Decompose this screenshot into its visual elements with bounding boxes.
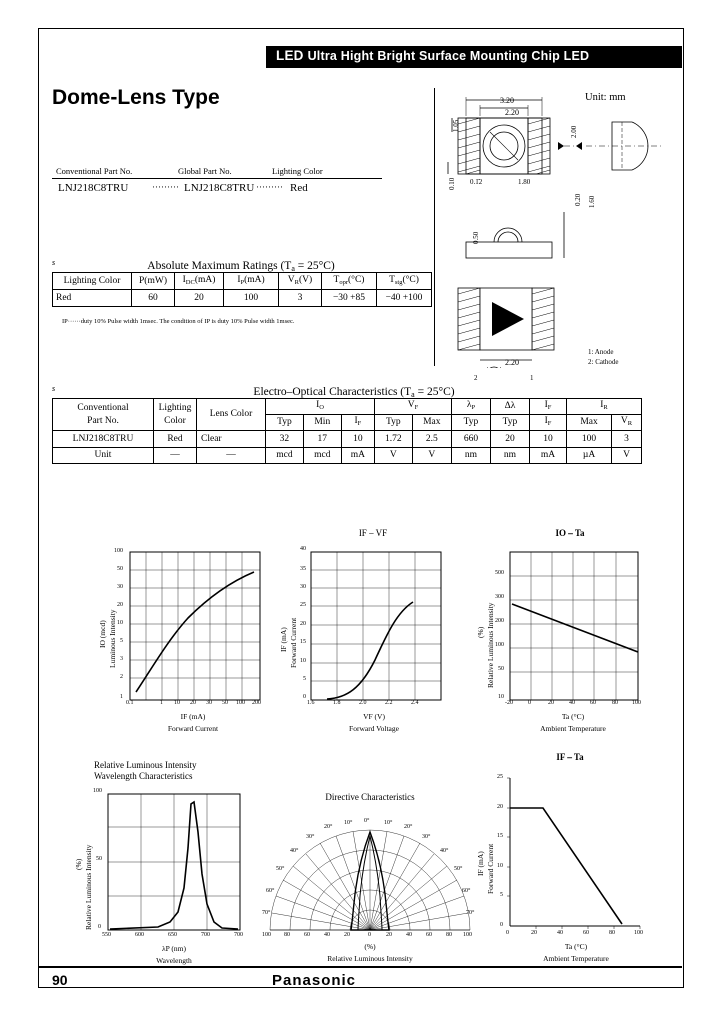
g2-ylabel: Forward Current [289, 617, 298, 668]
g4-title-l1: Relative Luminous Intensity [94, 760, 197, 770]
g3-ytick-5: 500 [495, 570, 504, 576]
abs-max-h-idc: $I_{DC}(mA)$ [175, 273, 224, 290]
g4-xtick-0: 550 [102, 932, 111, 938]
g1-xtick-1: 1 [160, 700, 163, 706]
abs-max-note: IP······duty 10% Pulse width 1msec. The condition of IP is duty 10% Pulse width 1msec. [62, 318, 295, 325]
g1-xlabel: Forward Current [167, 724, 219, 733]
electro-h-dl: Δλ [491, 399, 530, 415]
g3-xtick-0: -20 [505, 700, 513, 706]
abs-max-v-color: Red [53, 290, 132, 307]
g6-xtick-3: 60 [583, 930, 589, 936]
g5-angle-70: 70° [466, 910, 475, 916]
g1-ylabel: Luminous Intensity [108, 609, 117, 668]
electro-h-lp: $\lambda_P$ [452, 399, 491, 415]
g1-xunit: IF (mA) [180, 712, 206, 721]
dim-2-20-bottom: 2.20 [505, 358, 519, 367]
graph-io-ta [476, 528, 660, 748]
g5-xtick-0: 100 [262, 932, 271, 938]
g1-xtick-3: 20 [190, 700, 196, 706]
g3-ytick-2: 100 [495, 642, 504, 648]
abs-max-caption-end: = 25°C) [294, 260, 335, 272]
abs-max-v-tstg: −40 +100 [377, 290, 432, 307]
g4-xlabel: Wavelength [156, 956, 192, 965]
g2-xtick-2: 2.0 [359, 700, 367, 706]
g2-ytick-7: 35 [300, 566, 306, 572]
abs-max-header-row [53, 273, 432, 290]
electro-unit-lens: — [197, 448, 266, 464]
abs-max-h-topr: $T_{opr}(^\circ C)$ [322, 273, 377, 290]
dim-2-20: 2.20 [505, 108, 519, 117]
abs-max-v-idc: 20 [175, 290, 224, 307]
g1-ytick-6: 30 [117, 584, 123, 590]
g2-xtick-1: 1.8 [333, 700, 341, 706]
dim-3-20: 3.20 [500, 96, 514, 105]
g3-xtick-4: 60 [590, 700, 596, 706]
g1-xtick-4: 30 [206, 700, 212, 706]
g3-xtick-2: 20 [548, 700, 554, 706]
electro-unit-label: Unit [53, 448, 154, 464]
electro-h-vf: $V_F$ [375, 399, 452, 415]
g2-xlabel: Forward Voltage [349, 724, 399, 733]
g6-xtick-1: 20 [531, 930, 537, 936]
part-dots-1: ········· [152, 182, 179, 192]
part-global-value: LNJ218C8TRU [184, 182, 255, 194]
electro-sub-dl-typ: Typ [491, 415, 530, 431]
g1-ytick-4: 10 [117, 620, 123, 626]
electro-unit-vf-typ: V [375, 448, 413, 464]
page-title: Dome-Lens Type [52, 86, 220, 109]
g4-xtick-4: 700 [234, 932, 243, 938]
g6-ytick-2: 10 [497, 863, 503, 869]
electro-h-part-l1: Conventional [77, 402, 129, 413]
g5-angle-60: 60° [462, 888, 471, 894]
g5-angle-70l: 70° [262, 910, 271, 916]
g2-ytick-8: 40 [300, 546, 306, 552]
g1-xtick-7: 200 [252, 700, 261, 706]
g6-ytick-4: 20 [497, 804, 503, 810]
graph-directive [258, 792, 482, 972]
abs-max-s-mark: s [52, 258, 56, 267]
electro-v-if: 10 [530, 431, 567, 448]
pin2-note: 2: Cathode [588, 358, 619, 366]
abs-max-v-ip: 100 [224, 290, 279, 307]
graph-spectrum [70, 760, 260, 970]
g3-xtick-6: 100 [632, 700, 641, 706]
electro-unit-ir-vr: V [612, 448, 642, 464]
electro-sub-if: $I_F$ [530, 415, 567, 431]
electro-v-part: LNJ218C8TRU [53, 431, 154, 448]
g1-xtick-2: 10 [174, 700, 180, 706]
g5-xtick-7: 40 [406, 932, 412, 938]
electro-h-lens: Lens Color [197, 399, 266, 431]
g2-ytick-2: 10 [300, 658, 306, 664]
g3-xtick-3: 40 [569, 700, 575, 706]
g3-ytick-0: 10 [498, 694, 504, 700]
g6-yunit: IF (mA) [476, 851, 485, 876]
graph-io-if [98, 548, 278, 748]
g1-xtick-5: 50 [222, 700, 228, 706]
abs-max-h-vr: $V_R(V)$ [279, 273, 322, 290]
dim-1-60: 1.60 [588, 195, 596, 208]
header-bar-led: LED [276, 48, 304, 63]
electro-h-part-l2: Part No. [87, 415, 119, 426]
g1-xtick-6: 100 [236, 700, 245, 706]
electro-sub-vf-max: Max [412, 415, 451, 431]
g2-xtick-0: 1.6 [307, 700, 315, 706]
g5-angle-50l: 50° [276, 866, 285, 872]
part-col3-label: Lighting Color [272, 166, 323, 176]
electro-unit-io-typ: mcd [266, 448, 304, 464]
electro-header-row-1 [53, 399, 642, 415]
g5-xtick-8: 60 [426, 932, 432, 938]
abs-max-h-color: Lighting Color [53, 273, 132, 290]
electro-v-lp: 660 [452, 431, 491, 448]
electro-unit-dl: nm [491, 448, 530, 464]
part-divider [52, 178, 382, 179]
dim-2-00: 2.00 [570, 125, 578, 138]
g5-angle-60l: 60° [266, 888, 275, 894]
g5-xtick-3: 40 [324, 932, 330, 938]
g2-title: IF ⎯ VF [358, 528, 388, 538]
g5-angle-40: 40° [440, 848, 449, 854]
g5-angle-20: 20° [404, 824, 413, 830]
dim-1-05: 1.05 [452, 119, 460, 132]
g6-xunit: Ta (°C) [564, 942, 588, 951]
g2-xtick-4: 2.4 [411, 700, 419, 706]
g6-ylabel: Forward Current [486, 843, 495, 894]
abs-max-v-vr: 3 [279, 290, 322, 307]
header-bar-rest: Ultra Hight Bright Surface Mounting Chip LED [307, 49, 590, 63]
electro-h-color-l1: Lighting [158, 402, 192, 413]
part-conventional-value: LNJ218C8TRU [58, 182, 129, 194]
g6-ytick-3: 15 [497, 833, 503, 839]
abs-max-caption-main: Absolute Maximum Ratings (T [147, 260, 292, 272]
g1-ytick-2: 3 [120, 656, 123, 662]
pin-left-label: 2 [474, 374, 478, 382]
electro-v-vf-typ: 1.72 [375, 431, 413, 448]
part-col2-label: Global Part No. [178, 166, 232, 176]
abs-max-table [52, 272, 432, 307]
g5-xtick-9: 80 [446, 932, 452, 938]
g1-ytick-8: 100 [114, 548, 123, 554]
electro-h-ir: $I_R$ [567, 399, 642, 415]
electro-caption-end: = 25°C) [414, 386, 455, 398]
g5-title: Directive Characteristics [325, 792, 415, 802]
g2-ytick-1: 5 [303, 676, 306, 682]
dim-0-20: 0.20 [574, 193, 582, 206]
abs-max-v-p: 60 [132, 290, 175, 307]
electro-sub-io-if: $I_F$ [341, 415, 374, 431]
electro-unit-ir-max: µA [567, 448, 612, 464]
g4-xunit: λP (nm) [162, 944, 186, 953]
electro-sub-ir-max: Max [567, 415, 612, 431]
electro-unit-io-min: mcd [303, 448, 341, 464]
g5-xtick-10: 100 [463, 932, 472, 938]
electro-v-io-min: 17 [303, 431, 341, 448]
g2-ytick-4: 20 [300, 621, 306, 627]
g5-angle-0: 0° [364, 818, 370, 824]
electro-table [52, 398, 642, 464]
unit-note: Unit: mm [585, 92, 626, 103]
g4-ytick-0: 0 [98, 924, 101, 930]
g2-xunit: VF (V) [363, 712, 385, 721]
g5-xunit: (%) [364, 942, 376, 951]
g5-angle-20l: 20° [324, 824, 333, 830]
g5-xtick-2: 60 [304, 932, 310, 938]
g4-xtick-2: 650 [168, 932, 177, 938]
g3-title: IO ⎯ Ta [555, 528, 585, 538]
g5-xtick-4: 20 [344, 932, 350, 938]
g6-ytick-5: 25 [497, 774, 503, 780]
g1-ytick-5: 20 [117, 602, 123, 608]
g6-ytick-1: 5 [500, 892, 503, 898]
g5-angle-50: 50° [454, 866, 463, 872]
g6-xtick-0: 0 [506, 930, 509, 936]
electro-unit-row [53, 448, 642, 464]
g3-xlabel: Ambient Temperature [540, 724, 606, 733]
g6-xlabel: Ambient Temperature [543, 954, 609, 963]
electro-sub-io-typ: Typ [266, 415, 304, 431]
g5-xtick-6: 20 [386, 932, 392, 938]
electro-h-io: $I_O$ [266, 399, 375, 415]
g6-xtick-4: 80 [609, 930, 615, 936]
dim-1-80: 1.80 [518, 178, 531, 186]
g5-angle-10l: 10° [344, 820, 353, 826]
electro-caption-sub: a [411, 390, 415, 399]
dim-0-50: 0.50 [472, 231, 480, 244]
g1-yunit: IO (mcd) [98, 620, 107, 648]
abs-max-h-ip: $I_P(mA)$ [224, 273, 279, 290]
g5-xtick-5: 0 [368, 932, 371, 938]
electro-value-row [53, 431, 642, 448]
g4-title-l2: Wavelength Characteristics [94, 771, 193, 781]
g4-xtick-3: 700 [201, 932, 210, 938]
part-col1-label: Conventional Part No. [56, 166, 133, 176]
pin-right-label: 1 [530, 374, 534, 382]
graph-if-ta [476, 752, 660, 972]
electro-caption-main: Electro–Optical Characteristics (T [253, 386, 412, 398]
electro-unit-if: mA [530, 448, 567, 464]
g3-xtick-5: 80 [612, 700, 618, 706]
g3-ytick-4: 300 [495, 594, 504, 600]
g4-xtick-1: 600 [135, 932, 144, 938]
abs-max-v-topr: −30 +85 [322, 290, 377, 307]
electro-v-ir-vr: 3 [612, 431, 642, 448]
electro-sub-lp-typ: Typ [452, 415, 491, 431]
g3-ylabel: Relative Luminous Intensity [486, 602, 495, 688]
g3-ytick-1: 50 [498, 666, 504, 672]
electro-unit-vf-max: V [412, 448, 451, 464]
graph-if-vf [279, 528, 463, 748]
abs-max-h-tstg: $T_{stg}(^\circ C)$ [377, 273, 432, 290]
g4-ytick-1: 50 [96, 856, 102, 862]
g6-title: IF ⎯ Ta [556, 752, 584, 762]
electro-h-color-l2: Color [164, 415, 186, 426]
abs-max-caption-sub: a [291, 264, 295, 273]
g5-angle-30l: 30° [306, 834, 315, 840]
g3-xtick-1: 0 [528, 700, 531, 706]
g5-angle-30: 30° [422, 834, 431, 840]
g5-angle-40l: 40° [290, 848, 299, 854]
electro-sub-io-min: Min [303, 415, 341, 431]
electro-sub-ir-vr: $V_R$ [612, 415, 642, 431]
electro-sub-vf-typ: Typ [375, 415, 413, 431]
page-number: 90 [52, 972, 68, 988]
electro-h-if: $I_F$ [530, 399, 567, 415]
electro-v-dl: 20 [491, 431, 530, 448]
g3-ytick-3: 200 [495, 618, 504, 624]
electro-unit-color: — [154, 448, 197, 464]
electro-unit-io-if: mA [341, 448, 374, 464]
header-bar-text [276, 48, 589, 63]
pin1-note: 1: Anode [588, 348, 614, 356]
electro-s-mark: s [52, 384, 56, 393]
g4-yunit: (%) [74, 858, 83, 870]
dim-0-10: 0.10 [448, 177, 456, 190]
g6-xtick-5: 100 [634, 930, 643, 936]
g4-ylabel: Relative Luminous Intensity [84, 844, 93, 930]
g1-xtick-0: 0.1 [126, 700, 134, 706]
g2-ytick-6: 30 [300, 584, 306, 590]
electro-v-lens: Clear [197, 431, 266, 448]
g1-ytick-3: 5 [120, 638, 123, 644]
g2-yunit: IF (mA) [279, 627, 288, 652]
dim-0-12: 0.1̄2 [470, 178, 483, 186]
g2-xtick-3: 2.2 [385, 700, 393, 706]
part-color-value: Red [290, 182, 308, 194]
electro-unit-lp: nm [452, 448, 491, 464]
electro-v-io-typ: 32 [266, 431, 304, 448]
electro-v-color: Red [154, 431, 197, 448]
electro-h-part [53, 399, 154, 431]
electro-v-ir-max: 100 [567, 431, 612, 448]
electro-v-vf-max: 2.5 [412, 431, 451, 448]
g2-ytick-5: 25 [300, 602, 306, 608]
abs-max-h-p: P(mW) [132, 273, 175, 290]
package-drawing [436, 92, 682, 368]
g5-angle-10: 10° [384, 820, 393, 826]
part-dots-2: ········· [256, 182, 283, 192]
g2-ytick-0: 0 [303, 694, 306, 700]
g6-ytick-0: 0 [500, 922, 503, 928]
g6-xtick-2: 40 [557, 930, 563, 936]
g1-ytick-7: 50 [117, 566, 123, 572]
g1-ytick-1: 2 [120, 674, 123, 680]
g1-ytick-0: 1 [120, 694, 123, 700]
g2-ytick-3: 15 [300, 639, 306, 645]
brand-logo: Panasonic [272, 972, 357, 989]
abs-max-value-row [53, 290, 432, 307]
electro-v-io-if: 10 [341, 431, 374, 448]
electro-h-color [154, 399, 197, 431]
g3-xunit: Ta (°C) [561, 712, 585, 721]
header-bar [266, 46, 682, 68]
g5-xlabel: Relative Luminous Intensity [327, 954, 413, 963]
g4-ytick-2: 100 [93, 788, 102, 794]
drawing-divider [434, 88, 435, 366]
footer-rule [38, 966, 682, 968]
g3-yunit: (%) [476, 626, 485, 638]
g5-xtick-1: 80 [284, 932, 290, 938]
